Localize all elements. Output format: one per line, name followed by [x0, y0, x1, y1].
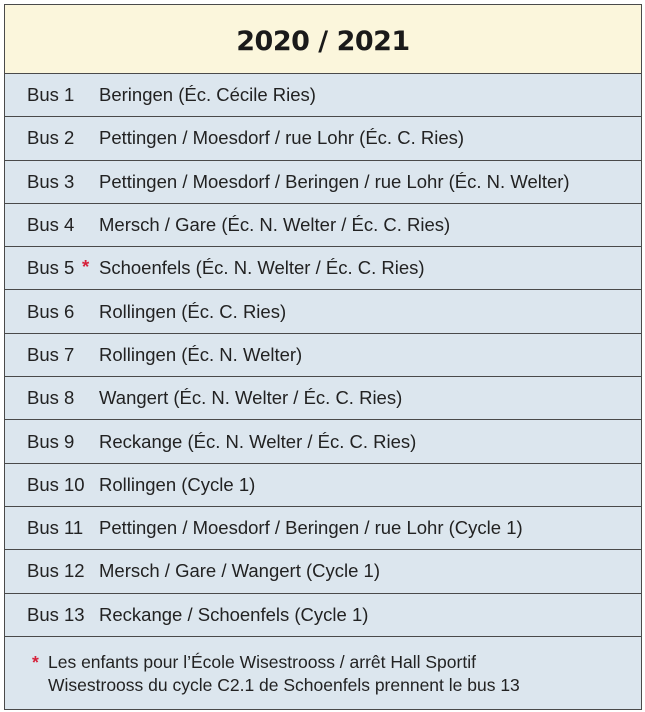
bus-schedule-table	[4, 4, 642, 710]
footnote-asterisk: *	[32, 651, 39, 672]
table-row	[5, 464, 641, 507]
bus-number: Bus 2	[27, 127, 75, 149]
bus-route: Pettingen / Moesdorf / rue Lohr (Éc. C. Ries)	[99, 127, 465, 149]
table-row	[5, 204, 641, 247]
bus-number: Bus 6	[27, 300, 75, 322]
bus-route: Beringen (Éc. Cécile Ries)	[99, 84, 316, 106]
table-row	[5, 377, 641, 420]
bus-route: Rollingen (Éc. N. Welter)	[99, 343, 303, 365]
bus-route: Pettingen / Moesdorf / Beringen / rue Lohr (Cycle 1)	[99, 517, 523, 539]
bus-number: Bus 3	[27, 170, 75, 192]
bus-number: Bus 11	[27, 517, 84, 539]
bus-number: Bus 9	[27, 430, 75, 452]
bus-route: Mersch / Gare / Wangert (Cycle 1)	[99, 560, 380, 582]
table-row	[5, 507, 641, 550]
footnote-line-1: Les enfants pour l’École Wisestrooss / arrêt Hall Sportif	[48, 651, 476, 672]
bus-number: Bus 7	[27, 343, 75, 365]
table-row	[5, 290, 641, 333]
bus-route: Reckange / Schoenfels (Cycle 1)	[99, 603, 369, 625]
table-row	[5, 74, 641, 117]
bus-route: Schoenfels (Éc. N. Welter / Éc. C. Ries)	[99, 257, 425, 279]
table-row	[5, 420, 641, 463]
bus-number: Bus 10	[27, 473, 85, 495]
footnote	[5, 637, 641, 709]
table-header	[5, 5, 641, 74]
bus-route: Reckange (Éc. N. Welter / Éc. C. Ries)	[99, 430, 417, 452]
bus-number: Bus 12	[27, 560, 85, 582]
bus-route: Pettingen / Moesdorf / Beringen / rue Lohr (Éc. N. Welter)	[99, 170, 570, 192]
table-row	[5, 334, 641, 377]
bus-number: Bus 4	[27, 214, 75, 236]
table-row	[5, 247, 641, 290]
bus-number: Bus 1	[27, 84, 75, 106]
table-row	[5, 550, 641, 593]
bus-route: Mersch / Gare (Éc. N. Welter / Éc. C. Ries)	[99, 214, 451, 236]
bus-route: Wangert (Éc. N. Welter / Éc. C. Ries)	[99, 387, 403, 409]
table-row	[5, 117, 641, 160]
bus-number: Bus 13	[27, 603, 85, 625]
bus-route: Rollingen (Éc. C. Ries)	[99, 300, 287, 322]
bus-route: Rollingen (Cycle 1)	[99, 473, 256, 495]
bus-number: Bus 8	[27, 387, 75, 409]
asterisk-marker: *	[82, 256, 90, 278]
bus-number: Bus 5	[27, 257, 75, 279]
footnote-line-2: Wisestrooss du cycle C2.1 de Schoenfels prennent le bus 13	[48, 674, 520, 695]
table-row	[5, 161, 641, 204]
table-title: 2020 / 2021	[236, 25, 410, 57]
bus-rows	[5, 74, 641, 637]
table-row	[5, 594, 641, 637]
